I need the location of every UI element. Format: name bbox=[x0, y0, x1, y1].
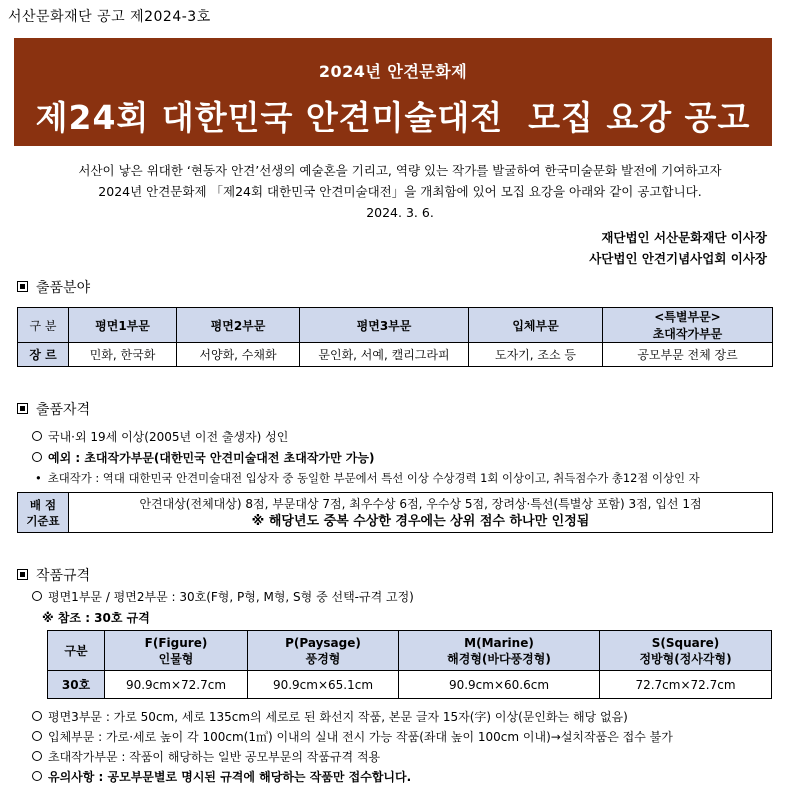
notice-number: 서산문화재단 공고 제2024-3호 bbox=[8, 9, 211, 25]
table-header-row bbox=[18, 308, 773, 343]
specs-item-1: 평면1부문 / 평면2부문 : 30호(F형, P형, M형, S형 중 선택-규격 고정) bbox=[32, 588, 414, 605]
size-table bbox=[47, 630, 772, 699]
header-cell-special bbox=[603, 308, 773, 343]
table-cell: 민화, 한국화 bbox=[69, 343, 177, 367]
circle-bullet-icon bbox=[32, 452, 42, 462]
specs-item-3: 입체부문 : 가로·세로 높이 각 100cm(1㎥) 이내의 실내 전시 가능 작품(좌대 높이 100cm 이내)→설치작품은 접수 불가 bbox=[32, 728, 673, 745]
table-cell: 서양화, 수채화 bbox=[177, 343, 300, 367]
circle-bullet-icon bbox=[32, 771, 42, 781]
table-row bbox=[18, 343, 773, 367]
square-bullet-icon bbox=[17, 281, 28, 292]
header-cell: S(Square) 정방형(정사각형) bbox=[600, 631, 772, 671]
eligibility-item-2: 예외 : 초대작가부문(대한민국 안견미술대전 초대작가만 가능) bbox=[32, 449, 374, 466]
banner-title: 제24회 대한민국 안견미술대전 모집 요강 공고 bbox=[35, 98, 751, 137]
table-row bbox=[48, 671, 772, 699]
section-title-specs: 작품규격 bbox=[17, 565, 90, 585]
header-cell: 평면2부문 bbox=[177, 308, 300, 343]
row-label: 장 르 bbox=[18, 343, 69, 367]
header-cell: M(Marine) 해경형(바다풍경형) bbox=[399, 631, 600, 671]
circle-bullet-icon bbox=[32, 591, 42, 601]
banner-subtitle: 2024년 안견문화제 bbox=[318, 62, 468, 81]
specs-item-5: 유의사항 : 공모부문별로 명시된 규격에 해당하는 작품만 접수합니다. bbox=[32, 768, 411, 785]
score-table bbox=[17, 492, 773, 533]
intro-text bbox=[10, 160, 790, 223]
specs-note: ※ 참조 : 30호 규격 bbox=[42, 611, 150, 625]
signer-2: 사단법인 안견기념사업회 이사장 bbox=[589, 251, 767, 266]
circle-bullet-icon bbox=[32, 751, 42, 761]
square-bullet-icon bbox=[17, 569, 28, 580]
table-cell: 도자기, 조소 등 bbox=[469, 343, 603, 367]
eligibility-item-1: 국내·외 19세 이상(2005년 이전 출생자) 성인 bbox=[32, 428, 288, 445]
table-header-row bbox=[48, 631, 772, 671]
title-banner bbox=[14, 38, 772, 146]
intro-date: 2024. 3. 6. bbox=[366, 205, 434, 220]
intro-line-2: 2024년 안견문화제 「제24회 대한민국 안견미술대전」을 개최함에 있어 모집 요강을 아래와 같이 공고합니다. bbox=[98, 184, 702, 199]
dot-bullet-icon: • bbox=[35, 471, 42, 485]
row-label: 30호 bbox=[48, 671, 105, 699]
score-line-1: 안견대상(전체대상) 8점, 부문대상 7점, 최우수상 6점, 우수상 5점, 장려상·특선(특별상 포함) 3점, 입선 1점 bbox=[139, 496, 702, 511]
circle-bullet-icon bbox=[32, 711, 42, 721]
table-cell: 90.9cm×65.1cm bbox=[248, 671, 399, 699]
table-cell: 문인화, 서예, 캘리그라피 bbox=[300, 343, 469, 367]
header-special-line2: 초대작가부문 bbox=[652, 327, 723, 341]
score-line-2: ※ 해당년도 중복 수상한 경우에는 상위 점수 하나만 인정됨 bbox=[251, 513, 590, 529]
header-cell: P(Paysage) 풍경형 bbox=[248, 631, 399, 671]
score-content bbox=[69, 493, 773, 533]
square-bullet-icon bbox=[17, 403, 28, 414]
header-cell: 평면3부문 bbox=[300, 308, 469, 343]
table-cell: 공모부문 전체 장르 bbox=[603, 343, 773, 367]
section-title-eligibility: 출품자격 bbox=[17, 399, 90, 419]
table-cell: 90.9cm×60.6cm bbox=[399, 671, 600, 699]
score-label: 배 점 기준표 bbox=[18, 493, 69, 533]
table-cell: 90.9cm×72.7cm bbox=[105, 671, 248, 699]
eligibility-item-3: • 초대작가 : 역대 대한민국 안견미술대전 입상자 중 동일한 부문에서 특선 이상 수상경력 1회 이상이고, 취득점수가 총12점 이상인 자 bbox=[35, 471, 700, 485]
specs-item-2: 평면3부문 : 가로 50cm, 세로 135cm의 세로로 된 화선지 작품, 본문 글자 15자(字) 이상(문인화는 해당 없음) bbox=[32, 708, 628, 725]
header-cell: F(Figure) 인물형 bbox=[105, 631, 248, 671]
header-cell: 평면1부문 bbox=[69, 308, 177, 343]
entry-fields-table bbox=[17, 307, 773, 367]
signer-1: 재단법인 서산문화재단 이사장 bbox=[601, 230, 767, 245]
specs-item-4: 초대작가부문 : 작품이 해당하는 일반 공모부문의 작품규격 적용 bbox=[32, 748, 380, 765]
table-cell: 72.7cm×72.7cm bbox=[600, 671, 772, 699]
header-cell: 입체부문 bbox=[469, 308, 603, 343]
section-title-entry-fields: 출품분야 bbox=[17, 277, 90, 297]
header-cell: 구분 bbox=[48, 631, 105, 671]
intro-line-1: 서산이 낳은 위대한 ‘현동자 안견’선생의 예술혼을 기리고, 역량 있는 작가를 발굴하여 한국미술문화 발전에 기여하고자 bbox=[78, 163, 722, 178]
header-cell: 구 분 bbox=[18, 308, 69, 343]
circle-bullet-icon bbox=[32, 431, 42, 441]
circle-bullet-icon bbox=[32, 731, 42, 741]
header-special-line1: <특별부문> bbox=[654, 310, 721, 324]
